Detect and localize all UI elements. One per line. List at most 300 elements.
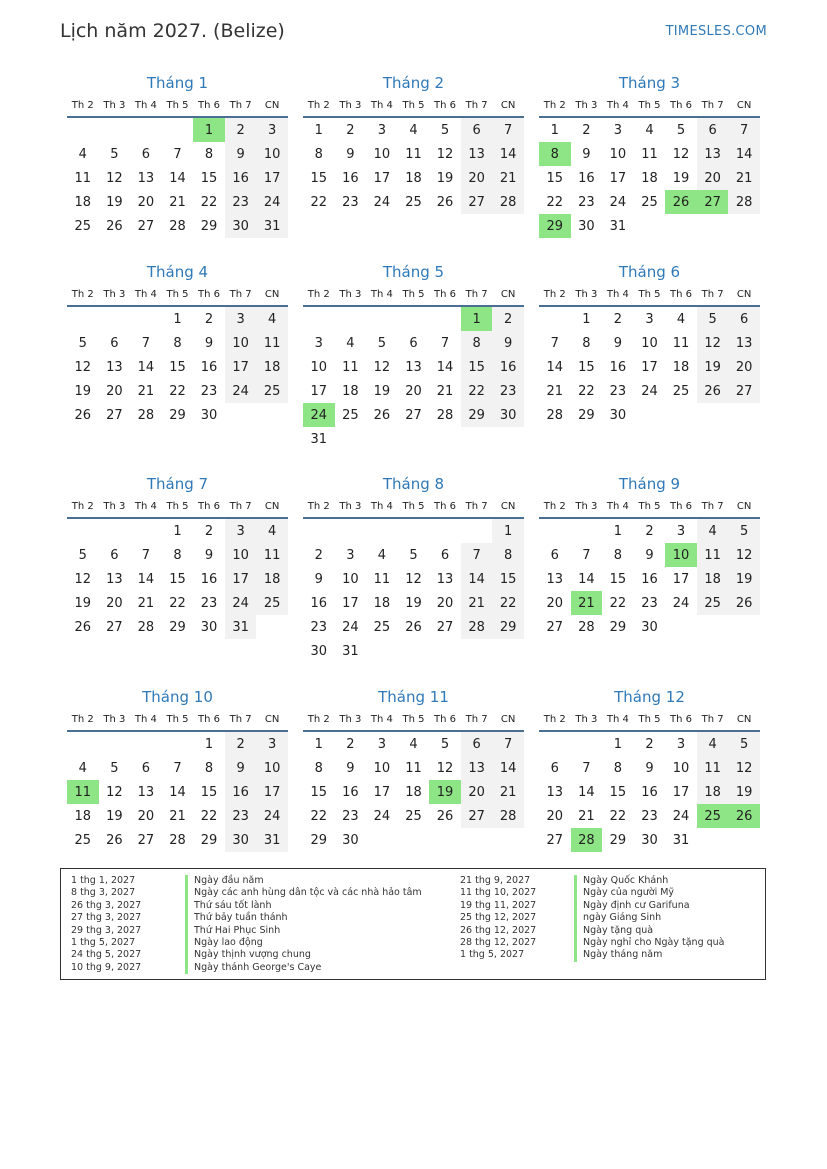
day-cell[interactable]: 2 xyxy=(645,523,654,539)
day-cell[interactable]: 31 xyxy=(225,615,257,639)
day-cell[interactable]: 24 xyxy=(256,804,288,828)
day-cell[interactable]: 18 xyxy=(373,595,391,611)
day-cell[interactable]: 13 xyxy=(137,784,155,800)
day-cell[interactable]: 22 xyxy=(169,383,186,399)
holiday-day-cell[interactable]: 26 xyxy=(665,190,697,214)
day-cell[interactable]: 16 xyxy=(641,571,658,587)
day-cell[interactable]: 7 xyxy=(461,543,493,567)
day-cell[interactable]: 19 xyxy=(672,170,690,186)
day-cell[interactable]: 19 xyxy=(436,170,454,186)
day-cell[interactable]: 12 xyxy=(373,359,391,375)
day-cell[interactable]: 18 xyxy=(74,194,92,210)
day-cell[interactable]: 17 xyxy=(641,359,658,375)
day-cell[interactable]: 7 xyxy=(173,760,182,776)
day-cell[interactable]: 1 xyxy=(204,736,214,752)
day-cell[interactable]: 30 xyxy=(578,218,595,234)
day-cell[interactable]: 29 xyxy=(461,403,493,427)
day-cell[interactable]: 19 xyxy=(728,567,760,591)
day-cell[interactable]: 13 xyxy=(436,571,454,587)
day-cell[interactable]: 16 xyxy=(310,595,328,611)
day-cell[interactable]: 5 xyxy=(110,146,119,162)
day-cell[interactable]: 2 xyxy=(346,736,355,752)
day-cell[interactable]: 5 xyxy=(440,122,450,138)
day-cell[interactable]: 23 xyxy=(200,595,218,611)
day-cell[interactable]: 24 xyxy=(373,808,391,824)
day-cell[interactable]: 12 xyxy=(436,760,454,776)
day-cell[interactable]: 13 xyxy=(461,142,493,166)
day-cell[interactable]: 2 xyxy=(346,122,355,138)
day-cell[interactable]: 7 xyxy=(582,760,591,776)
day-cell[interactable]: 23 xyxy=(225,804,257,828)
day-cell[interactable]: 24 xyxy=(225,591,257,615)
day-cell[interactable]: 18 xyxy=(74,808,92,824)
day-cell[interactable]: 19 xyxy=(728,780,760,804)
day-cell[interactable]: 18 xyxy=(256,567,288,591)
day-cell[interactable]: 9 xyxy=(582,146,591,162)
day-cell[interactable]: 20 xyxy=(106,383,123,399)
day-cell[interactable]: 8 xyxy=(613,760,623,776)
day-cell[interactable]: 7 xyxy=(141,547,151,563)
day-cell[interactable]: 8 xyxy=(204,760,214,776)
day-cell[interactable]: 21 xyxy=(728,166,760,190)
day-cell[interactable]: 21 xyxy=(578,808,595,824)
day-cell[interactable]: 13 xyxy=(461,756,493,780)
day-cell[interactable]: 21 xyxy=(492,780,524,804)
day-cell[interactable]: 21 xyxy=(461,591,493,615)
day-cell[interactable]: 8 xyxy=(492,543,524,567)
day-cell[interactable]: 28 xyxy=(169,218,186,234)
day-cell[interactable]: 23 xyxy=(641,595,658,611)
day-cell[interactable]: 21 xyxy=(169,194,186,210)
day-cell[interactable]: 24 xyxy=(609,194,627,210)
holiday-day-cell[interactable]: 1 xyxy=(193,118,225,142)
day-cell[interactable]: 22 xyxy=(310,808,328,824)
day-cell[interactable]: 22 xyxy=(609,595,627,611)
day-cell[interactable]: 10 xyxy=(373,146,391,162)
day-cell[interactable]: 10 xyxy=(672,760,690,776)
day-cell[interactable]: 4 xyxy=(256,307,288,331)
day-cell[interactable]: 7 xyxy=(550,335,559,351)
day-cell[interactable]: 9 xyxy=(314,571,323,587)
day-cell[interactable]: 30 xyxy=(609,407,627,423)
day-cell[interactable]: 8 xyxy=(461,331,493,355)
day-cell[interactable]: 5 xyxy=(78,335,87,351)
day-cell[interactable]: 7 xyxy=(492,118,524,142)
day-cell[interactable]: 19 xyxy=(74,383,92,399)
day-cell[interactable]: 5 xyxy=(728,732,760,756)
day-cell[interactable]: 5 xyxy=(728,519,760,543)
day-cell[interactable]: 18 xyxy=(405,170,422,186)
day-cell[interactable]: 16 xyxy=(225,780,257,804)
day-cell[interactable]: 4 xyxy=(676,311,686,327)
day-cell[interactable]: 17 xyxy=(310,383,328,399)
day-cell[interactable]: 29 xyxy=(310,832,328,848)
day-cell[interactable]: 30 xyxy=(310,643,328,659)
day-cell[interactable]: 26 xyxy=(74,619,92,635)
day-cell[interactable]: 26 xyxy=(106,832,123,848)
brand-link[interactable]: TIMESLES.COM xyxy=(665,24,767,39)
day-cell[interactable]: 7 xyxy=(492,732,524,756)
day-cell[interactable]: 30 xyxy=(342,832,359,848)
day-cell[interactable]: 1 xyxy=(173,311,182,327)
day-cell[interactable]: 30 xyxy=(200,407,218,423)
day-cell[interactable]: 17 xyxy=(225,355,257,379)
day-cell[interactable]: 13 xyxy=(106,359,123,375)
day-cell[interactable]: 4 xyxy=(409,122,418,138)
day-cell[interactable]: 17 xyxy=(225,567,257,591)
day-cell[interactable]: 12 xyxy=(697,331,729,355)
day-cell[interactable]: 25 xyxy=(373,619,391,635)
day-cell[interactable]: 15 xyxy=(461,355,493,379)
day-cell[interactable]: 3 xyxy=(256,732,288,756)
day-cell[interactable]: 25 xyxy=(74,218,92,234)
day-cell[interactable]: 30 xyxy=(492,403,524,427)
day-cell[interactable]: 16 xyxy=(641,784,658,800)
day-cell[interactable]: 30 xyxy=(641,619,658,635)
day-cell[interactable]: 25 xyxy=(672,383,690,399)
day-cell[interactable]: 1 xyxy=(173,523,182,539)
day-cell[interactable]: 16 xyxy=(200,571,218,587)
day-cell[interactable]: 5 xyxy=(697,307,729,331)
day-cell[interactable]: 29 xyxy=(609,832,627,848)
day-cell[interactable]: 14 xyxy=(436,359,454,375)
day-cell[interactable]: 16 xyxy=(609,359,627,375)
day-cell[interactable]: 22 xyxy=(546,194,564,210)
day-cell[interactable]: 4 xyxy=(377,547,387,563)
day-cell[interactable]: 20 xyxy=(137,194,155,210)
day-cell[interactable]: 30 xyxy=(225,214,257,238)
day-cell[interactable]: 6 xyxy=(461,732,493,756)
day-cell[interactable]: 6 xyxy=(697,118,729,142)
day-cell[interactable]: 9 xyxy=(613,335,623,351)
day-cell[interactable]: 3 xyxy=(676,523,686,539)
day-cell[interactable]: 25 xyxy=(697,591,729,615)
day-cell[interactable]: 28 xyxy=(492,804,524,828)
day-cell[interactable]: 2 xyxy=(204,523,214,539)
day-cell[interactable]: 8 xyxy=(613,547,623,563)
day-cell[interactable]: 10 xyxy=(225,331,257,355)
day-cell[interactable]: 27 xyxy=(461,190,493,214)
day-cell[interactable]: 31 xyxy=(256,828,288,852)
day-cell[interactable]: 19 xyxy=(373,383,391,399)
day-cell[interactable]: 25 xyxy=(256,379,288,403)
day-cell[interactable]: 11 xyxy=(256,331,288,355)
day-cell[interactable]: 5 xyxy=(676,122,686,138)
holiday-day-cell[interactable]: 21 xyxy=(571,591,603,615)
day-cell[interactable]: 20 xyxy=(461,780,493,804)
day-cell[interactable]: 19 xyxy=(405,595,422,611)
day-cell[interactable]: 30 xyxy=(200,619,218,635)
day-cell[interactable]: 18 xyxy=(641,170,658,186)
day-cell[interactable]: 7 xyxy=(582,547,591,563)
day-cell[interactable]: 31 xyxy=(256,214,288,238)
day-cell[interactable]: 14 xyxy=(728,142,760,166)
day-cell[interactable]: 8 xyxy=(173,335,182,351)
day-cell[interactable]: 5 xyxy=(78,547,87,563)
day-cell[interactable]: 22 xyxy=(492,591,524,615)
day-cell[interactable]: 26 xyxy=(436,194,454,210)
day-cell[interactable]: 29 xyxy=(578,407,595,423)
day-cell[interactable]: 3 xyxy=(256,118,288,142)
day-cell[interactable]: 22 xyxy=(609,808,627,824)
day-cell[interactable]: 12 xyxy=(74,359,92,375)
day-cell[interactable]: 23 xyxy=(342,808,359,824)
day-cell[interactable]: 13 xyxy=(546,571,564,587)
day-cell[interactable]: 11 xyxy=(256,543,288,567)
day-cell[interactable]: 2 xyxy=(492,307,524,331)
day-cell[interactable]: 9 xyxy=(225,756,257,780)
day-cell[interactable]: 3 xyxy=(377,122,387,138)
day-cell[interactable]: 18 xyxy=(342,383,359,399)
day-cell[interactable]: 14 xyxy=(578,784,595,800)
day-cell[interactable]: 9 xyxy=(492,331,524,355)
day-cell[interactable]: 12 xyxy=(672,146,690,162)
day-cell[interactable]: 4 xyxy=(78,146,87,162)
day-cell[interactable]: 9 xyxy=(645,547,654,563)
day-cell[interactable]: 28 xyxy=(578,619,595,635)
day-cell[interactable]: 11 xyxy=(342,359,359,375)
holiday-day-cell[interactable]: 26 xyxy=(728,804,760,828)
day-cell[interactable]: 24 xyxy=(342,619,359,635)
day-cell[interactable]: 9 xyxy=(204,335,214,351)
day-cell[interactable]: 19 xyxy=(697,355,729,379)
day-cell[interactable]: 10 xyxy=(225,543,257,567)
day-cell[interactable]: 22 xyxy=(310,194,328,210)
day-cell[interactable]: 10 xyxy=(641,335,658,351)
day-cell[interactable]: 14 xyxy=(578,571,595,587)
day-cell[interactable]: 15 xyxy=(609,784,627,800)
day-cell[interactable]: 3 xyxy=(346,547,355,563)
day-cell[interactable]: 18 xyxy=(697,780,729,804)
day-cell[interactable]: 26 xyxy=(697,379,729,403)
day-cell[interactable]: 19 xyxy=(106,808,123,824)
day-cell[interactable]: 8 xyxy=(204,146,214,162)
day-cell[interactable]: 19 xyxy=(106,194,123,210)
day-cell[interactable]: 11 xyxy=(697,756,729,780)
day-cell[interactable]: 11 xyxy=(74,170,92,186)
day-cell[interactable]: 17 xyxy=(256,166,288,190)
day-cell[interactable]: 23 xyxy=(609,383,627,399)
day-cell[interactable]: 28 xyxy=(169,832,186,848)
day-cell[interactable]: 13 xyxy=(697,142,729,166)
day-cell[interactable]: 25 xyxy=(74,832,92,848)
day-cell[interactable]: 20 xyxy=(106,595,123,611)
day-cell[interactable]: 17 xyxy=(373,170,391,186)
day-cell[interactable]: 12 xyxy=(728,543,760,567)
day-cell[interactable]: 25 xyxy=(405,808,422,824)
day-cell[interactable]: 3 xyxy=(613,122,623,138)
day-cell[interactable]: 2 xyxy=(225,732,257,756)
day-cell[interactable]: 15 xyxy=(200,170,218,186)
day-cell[interactable]: 26 xyxy=(728,591,760,615)
day-cell[interactable]: 12 xyxy=(728,756,760,780)
day-cell[interactable]: 2 xyxy=(225,118,257,142)
day-cell[interactable]: 14 xyxy=(169,170,186,186)
day-cell[interactable]: 15 xyxy=(546,170,564,186)
day-cell[interactable]: 8 xyxy=(314,760,323,776)
day-cell[interactable]: 15 xyxy=(169,359,186,375)
day-cell[interactable]: 7 xyxy=(440,335,450,351)
day-cell[interactable]: 4 xyxy=(346,335,355,351)
day-cell[interactable]: 31 xyxy=(672,832,690,848)
day-cell[interactable]: 17 xyxy=(609,170,627,186)
day-cell[interactable]: 11 xyxy=(405,146,422,162)
day-cell[interactable]: 13 xyxy=(106,571,123,587)
day-cell[interactable]: 24 xyxy=(225,379,257,403)
day-cell[interactable]: 16 xyxy=(342,784,359,800)
day-cell[interactable]: 30 xyxy=(225,828,257,852)
day-cell[interactable]: 10 xyxy=(373,760,391,776)
day-cell[interactable]: 5 xyxy=(377,335,387,351)
day-cell[interactable]: 1 xyxy=(314,122,323,138)
day-cell[interactable]: 1 xyxy=(550,122,559,138)
day-cell[interactable]: 25 xyxy=(342,407,359,423)
day-cell[interactable]: 13 xyxy=(405,359,422,375)
day-cell[interactable]: 3 xyxy=(377,736,387,752)
day-cell[interactable]: 21 xyxy=(137,595,155,611)
day-cell[interactable]: 21 xyxy=(546,383,564,399)
day-cell[interactable]: 22 xyxy=(461,379,493,403)
day-cell[interactable]: 1 xyxy=(613,736,623,752)
day-cell[interactable]: 28 xyxy=(492,190,524,214)
day-cell[interactable]: 25 xyxy=(256,591,288,615)
day-cell[interactable]: 5 xyxy=(110,760,119,776)
day-cell[interactable]: 9 xyxy=(645,760,654,776)
day-cell[interactable]: 14 xyxy=(169,784,186,800)
holiday-day-cell[interactable]: 29 xyxy=(539,214,571,238)
holiday-day-cell[interactable]: 11 xyxy=(67,780,99,804)
day-cell[interactable]: 22 xyxy=(200,808,218,824)
day-cell[interactable]: 23 xyxy=(310,619,328,635)
day-cell[interactable]: 11 xyxy=(405,760,422,776)
day-cell[interactable]: 17 xyxy=(373,784,391,800)
day-cell[interactable]: 17 xyxy=(256,780,288,804)
day-cell[interactable]: 14 xyxy=(137,359,155,375)
day-cell[interactable]: 10 xyxy=(342,571,359,587)
day-cell[interactable]: 1 xyxy=(492,519,524,543)
day-cell[interactable]: 23 xyxy=(200,383,218,399)
day-cell[interactable]: 4 xyxy=(256,519,288,543)
day-cell[interactable]: 25 xyxy=(405,194,422,210)
day-cell[interactable]: 27 xyxy=(546,832,564,848)
day-cell[interactable]: 9 xyxy=(204,547,214,563)
day-cell[interactable]: 11 xyxy=(641,146,658,162)
day-cell[interactable]: 23 xyxy=(578,194,595,210)
day-cell[interactable]: 22 xyxy=(578,383,595,399)
day-cell[interactable]: 14 xyxy=(461,567,493,591)
day-cell[interactable]: 1 xyxy=(314,736,323,752)
day-cell[interactable]: 8 xyxy=(582,335,591,351)
day-cell[interactable]: 23 xyxy=(225,190,257,214)
holiday-day-cell[interactable]: 27 xyxy=(697,190,729,214)
day-cell[interactable]: 18 xyxy=(256,355,288,379)
day-cell[interactable]: 29 xyxy=(169,407,186,423)
day-cell[interactable]: 20 xyxy=(405,383,422,399)
day-cell[interactable]: 10 xyxy=(256,142,288,166)
day-cell[interactable]: 10 xyxy=(256,756,288,780)
day-cell[interactable]: 17 xyxy=(672,784,690,800)
day-cell[interactable]: 6 xyxy=(461,118,493,142)
holiday-day-cell[interactable]: 28 xyxy=(571,828,603,852)
day-cell[interactable]: 3 xyxy=(314,335,323,351)
day-cell[interactable]: 15 xyxy=(492,567,524,591)
day-cell[interactable]: 6 xyxy=(409,335,418,351)
day-cell[interactable]: 10 xyxy=(310,359,328,375)
day-cell[interactable]: 24 xyxy=(672,808,690,824)
holiday-day-cell[interactable]: 1 xyxy=(461,307,493,331)
day-cell[interactable]: 24 xyxy=(641,383,658,399)
day-cell[interactable]: 4 xyxy=(697,732,729,756)
day-cell[interactable]: 27 xyxy=(546,619,564,635)
day-cell[interactable]: 19 xyxy=(74,595,92,611)
day-cell[interactable]: 21 xyxy=(137,383,155,399)
day-cell[interactable]: 6 xyxy=(728,307,760,331)
day-cell[interactable]: 15 xyxy=(169,571,186,587)
day-cell[interactable]: 14 xyxy=(492,142,524,166)
day-cell[interactable]: 22 xyxy=(169,595,186,611)
day-cell[interactable]: 27 xyxy=(106,619,123,635)
day-cell[interactable]: 4 xyxy=(645,122,654,138)
day-cell[interactable]: 28 xyxy=(137,407,155,423)
day-cell[interactable]: 31 xyxy=(609,218,627,234)
day-cell[interactable]: 27 xyxy=(461,804,493,828)
holiday-day-cell[interactable]: 24 xyxy=(303,403,335,427)
day-cell[interactable]: 6 xyxy=(110,335,119,351)
day-cell[interactable]: 28 xyxy=(728,190,760,214)
day-cell[interactable]: 21 xyxy=(169,808,186,824)
day-cell[interactable]: 3 xyxy=(225,519,257,543)
day-cell[interactable]: 14 xyxy=(492,756,524,780)
day-cell[interactable]: 25 xyxy=(641,194,658,210)
day-cell[interactable]: 9 xyxy=(225,142,257,166)
day-cell[interactable]: 23 xyxy=(342,194,359,210)
day-cell[interactable]: 6 xyxy=(550,547,559,563)
day-cell[interactable]: 1 xyxy=(613,523,623,539)
day-cell[interactable]: 15 xyxy=(609,571,627,587)
day-cell[interactable]: 15 xyxy=(310,170,328,186)
day-cell[interactable]: 20 xyxy=(546,808,564,824)
holiday-day-cell[interactable]: 10 xyxy=(665,543,697,567)
day-cell[interactable]: 14 xyxy=(137,571,155,587)
day-cell[interactable]: 11 xyxy=(672,335,690,351)
day-cell[interactable]: 27 xyxy=(106,407,123,423)
day-cell[interactable]: 16 xyxy=(578,170,595,186)
day-cell[interactable]: 26 xyxy=(74,407,92,423)
day-cell[interactable]: 16 xyxy=(200,359,218,375)
day-cell[interactable]: 21 xyxy=(492,166,524,190)
day-cell[interactable]: 24 xyxy=(373,194,391,210)
day-cell[interactable]: 2 xyxy=(314,547,323,563)
day-cell[interactable]: 3 xyxy=(645,311,654,327)
day-cell[interactable]: 10 xyxy=(609,146,627,162)
day-cell[interactable]: 29 xyxy=(169,619,186,635)
day-cell[interactable]: 18 xyxy=(697,567,729,591)
day-cell[interactable]: 3 xyxy=(225,307,257,331)
day-cell[interactable]: 20 xyxy=(461,166,493,190)
day-cell[interactable]: 1 xyxy=(582,311,591,327)
day-cell[interactable]: 17 xyxy=(672,571,690,587)
day-cell[interactable]: 27 xyxy=(137,832,155,848)
day-cell[interactable]: 5 xyxy=(409,547,418,563)
day-cell[interactable]: 29 xyxy=(609,619,627,635)
day-cell[interactable]: 4 xyxy=(409,736,418,752)
day-cell[interactable]: 6 xyxy=(440,547,450,563)
day-cell[interactable]: 2 xyxy=(582,122,591,138)
day-cell[interactable]: 27 xyxy=(405,407,422,423)
day-cell[interactable]: 17 xyxy=(342,595,359,611)
day-cell[interactable]: 26 xyxy=(436,808,454,824)
day-cell[interactable]: 8 xyxy=(173,547,182,563)
